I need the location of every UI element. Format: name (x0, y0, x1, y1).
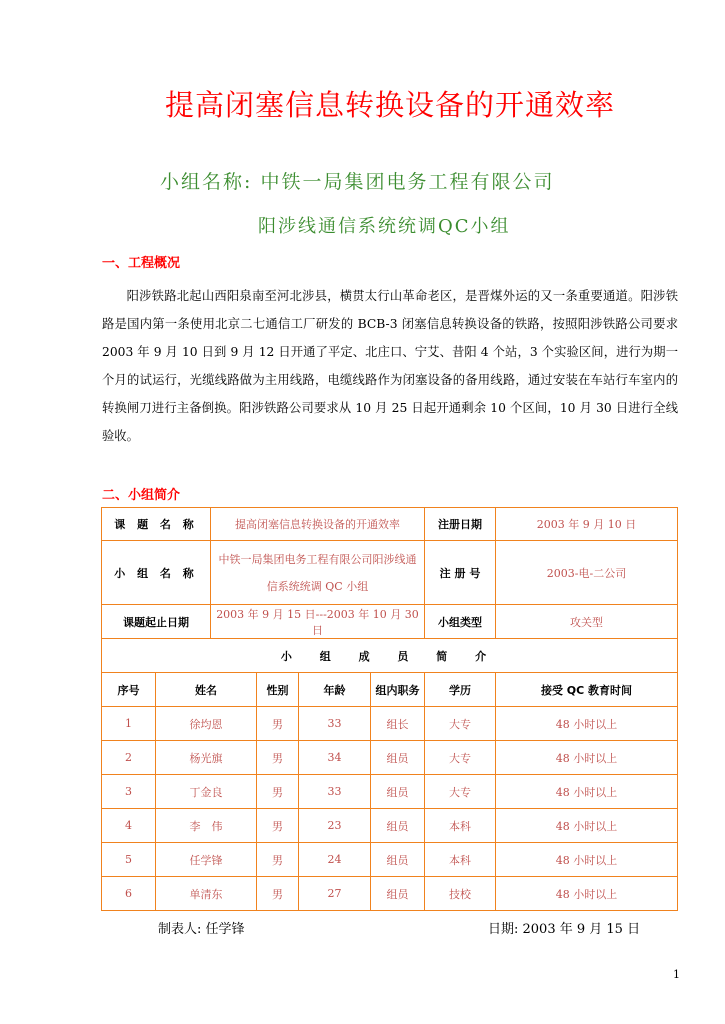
member-name: 单清东 (156, 877, 257, 911)
member-gender: 男 (257, 877, 299, 911)
table-row (102, 707, 678, 741)
member-gender: 男 (257, 707, 299, 741)
member-name: 丁金良 (156, 775, 257, 809)
section-heading-group-intro: 二、小组简介 (102, 488, 181, 503)
topic-label: 课 题 名 称 (102, 508, 211, 541)
group-label: 小 组 名 称 (102, 541, 211, 605)
member-name: 李 伟 (156, 809, 257, 843)
member-no: 5 (102, 843, 156, 877)
member-no: 2 (102, 741, 156, 775)
member-gender: 男 (257, 809, 299, 843)
section-heading-overview: 一、工程概况 (102, 256, 181, 271)
members-heading: 小 组 成 员 简 介 (102, 639, 678, 673)
member-gender: 男 (257, 775, 299, 809)
member-edu: 大专 (425, 775, 496, 809)
period-label: 课题起止日期 (102, 605, 211, 639)
group-value: 中铁一局集团电务工程有限公司阳涉线通信系统统调 QC 小组 (211, 541, 425, 605)
table-row (102, 843, 678, 877)
reg-no-value: 2003-电-二公司 (496, 541, 678, 605)
member-name: 徐均恩 (156, 707, 257, 741)
member-qc: 48 小时以上 (496, 877, 678, 911)
member-age: 34 (299, 741, 371, 775)
member-edu: 本科 (425, 809, 496, 843)
topic-value: 提高闭塞信息转换设备的开通效率 (211, 508, 425, 541)
member-role: 组员 (371, 775, 425, 809)
member-age: 27 (299, 877, 371, 911)
member-role: 组员 (371, 809, 425, 843)
type-value: 攻关型 (496, 605, 678, 639)
table-header-row (102, 673, 678, 707)
column-header: 姓名 (156, 673, 257, 707)
group-name-line: 小组名称: 中铁一局集团电务工程有限公司 (160, 171, 555, 193)
table-row (102, 775, 678, 809)
table-date: 日期: 2003 年 9 月 15 日 (488, 922, 641, 937)
table-row (102, 741, 678, 775)
reg-no-label: 注 册 号 (425, 541, 496, 605)
member-name: 杨光旗 (156, 741, 257, 775)
column-header: 性别 (257, 673, 299, 707)
member-age: 23 (299, 809, 371, 843)
reg-date-label: 注册日期 (425, 508, 496, 541)
table-row (102, 809, 678, 843)
member-qc: 48 小时以上 (496, 741, 678, 775)
document-title: 提高闭塞信息转换设备的开通效率 (164, 88, 615, 122)
member-no: 3 (102, 775, 156, 809)
member-role: 组员 (371, 877, 425, 911)
member-qc: 48 小时以上 (496, 775, 678, 809)
column-header: 接受 QC 教育时间 (496, 673, 678, 707)
table-row (102, 639, 678, 673)
member-no: 6 (102, 877, 156, 911)
member-qc: 48 小时以上 (496, 809, 678, 843)
member-gender: 男 (257, 843, 299, 877)
table-row (102, 605, 678, 639)
page-number: 1 (673, 968, 680, 981)
period-value: 2003 年 9 月 15 日---2003 年 10 月 30 日 (211, 605, 425, 639)
member-no: 4 (102, 809, 156, 843)
group-sub-line: 阳涉线通信系统统调QC小组 (258, 216, 511, 237)
member-age: 33 (299, 775, 371, 809)
table-row (102, 508, 678, 541)
member-no: 1 (102, 707, 156, 741)
table-maker: 制表人: 任学锋 (158, 922, 245, 937)
member-edu: 大专 (425, 741, 496, 775)
member-edu: 大专 (425, 707, 496, 741)
column-header: 序号 (102, 673, 156, 707)
member-qc: 48 小时以上 (496, 707, 678, 741)
member-edu: 技校 (425, 877, 496, 911)
member-role: 组员 (371, 843, 425, 877)
member-gender: 男 (257, 741, 299, 775)
reg-date-value: 2003 年 9 月 10 日 (496, 508, 678, 541)
member-role: 组长 (371, 707, 425, 741)
member-age: 24 (299, 843, 371, 877)
member-edu: 本科 (425, 843, 496, 877)
column-header: 学历 (425, 673, 496, 707)
overview-paragraph: 阳涉铁路北起山西阳泉南至河北涉县，横贯太行山革命老区，是晋煤外运的又一条重要通道。阳涉铁路是国内第一条使用北京二七通信工厂研发的 BCB-3 闭塞信息转换设备的铁路，按照阳涉铁路公司要求 2003 年 9 月 10 日到 9 月 12 日开通了平定、北庄口、宁艾、昔阳 4 个站，3 个实验区间，进行为期一个月的试运行，光缆线路做为主用线路，电缆线路作为闭塞设备的备用线路，通过安装在车站行车室内的转换闸刀进行主备倒换。阳涉铁路公司要求从 10 月 25 日起开通剩余 10 个区间，10 月 30 日进行全线验收。 (102, 289, 678, 443)
group-info-table (101, 507, 678, 911)
member-age: 33 (299, 707, 371, 741)
table-row (102, 541, 678, 605)
member-qc: 48 小时以上 (496, 843, 678, 877)
type-label: 小组类型 (425, 605, 496, 639)
member-role: 组员 (371, 741, 425, 775)
column-header: 年龄 (299, 673, 371, 707)
column-header: 组内职务 (371, 673, 425, 707)
member-name: 任学锋 (156, 843, 257, 877)
table-row (102, 877, 678, 911)
